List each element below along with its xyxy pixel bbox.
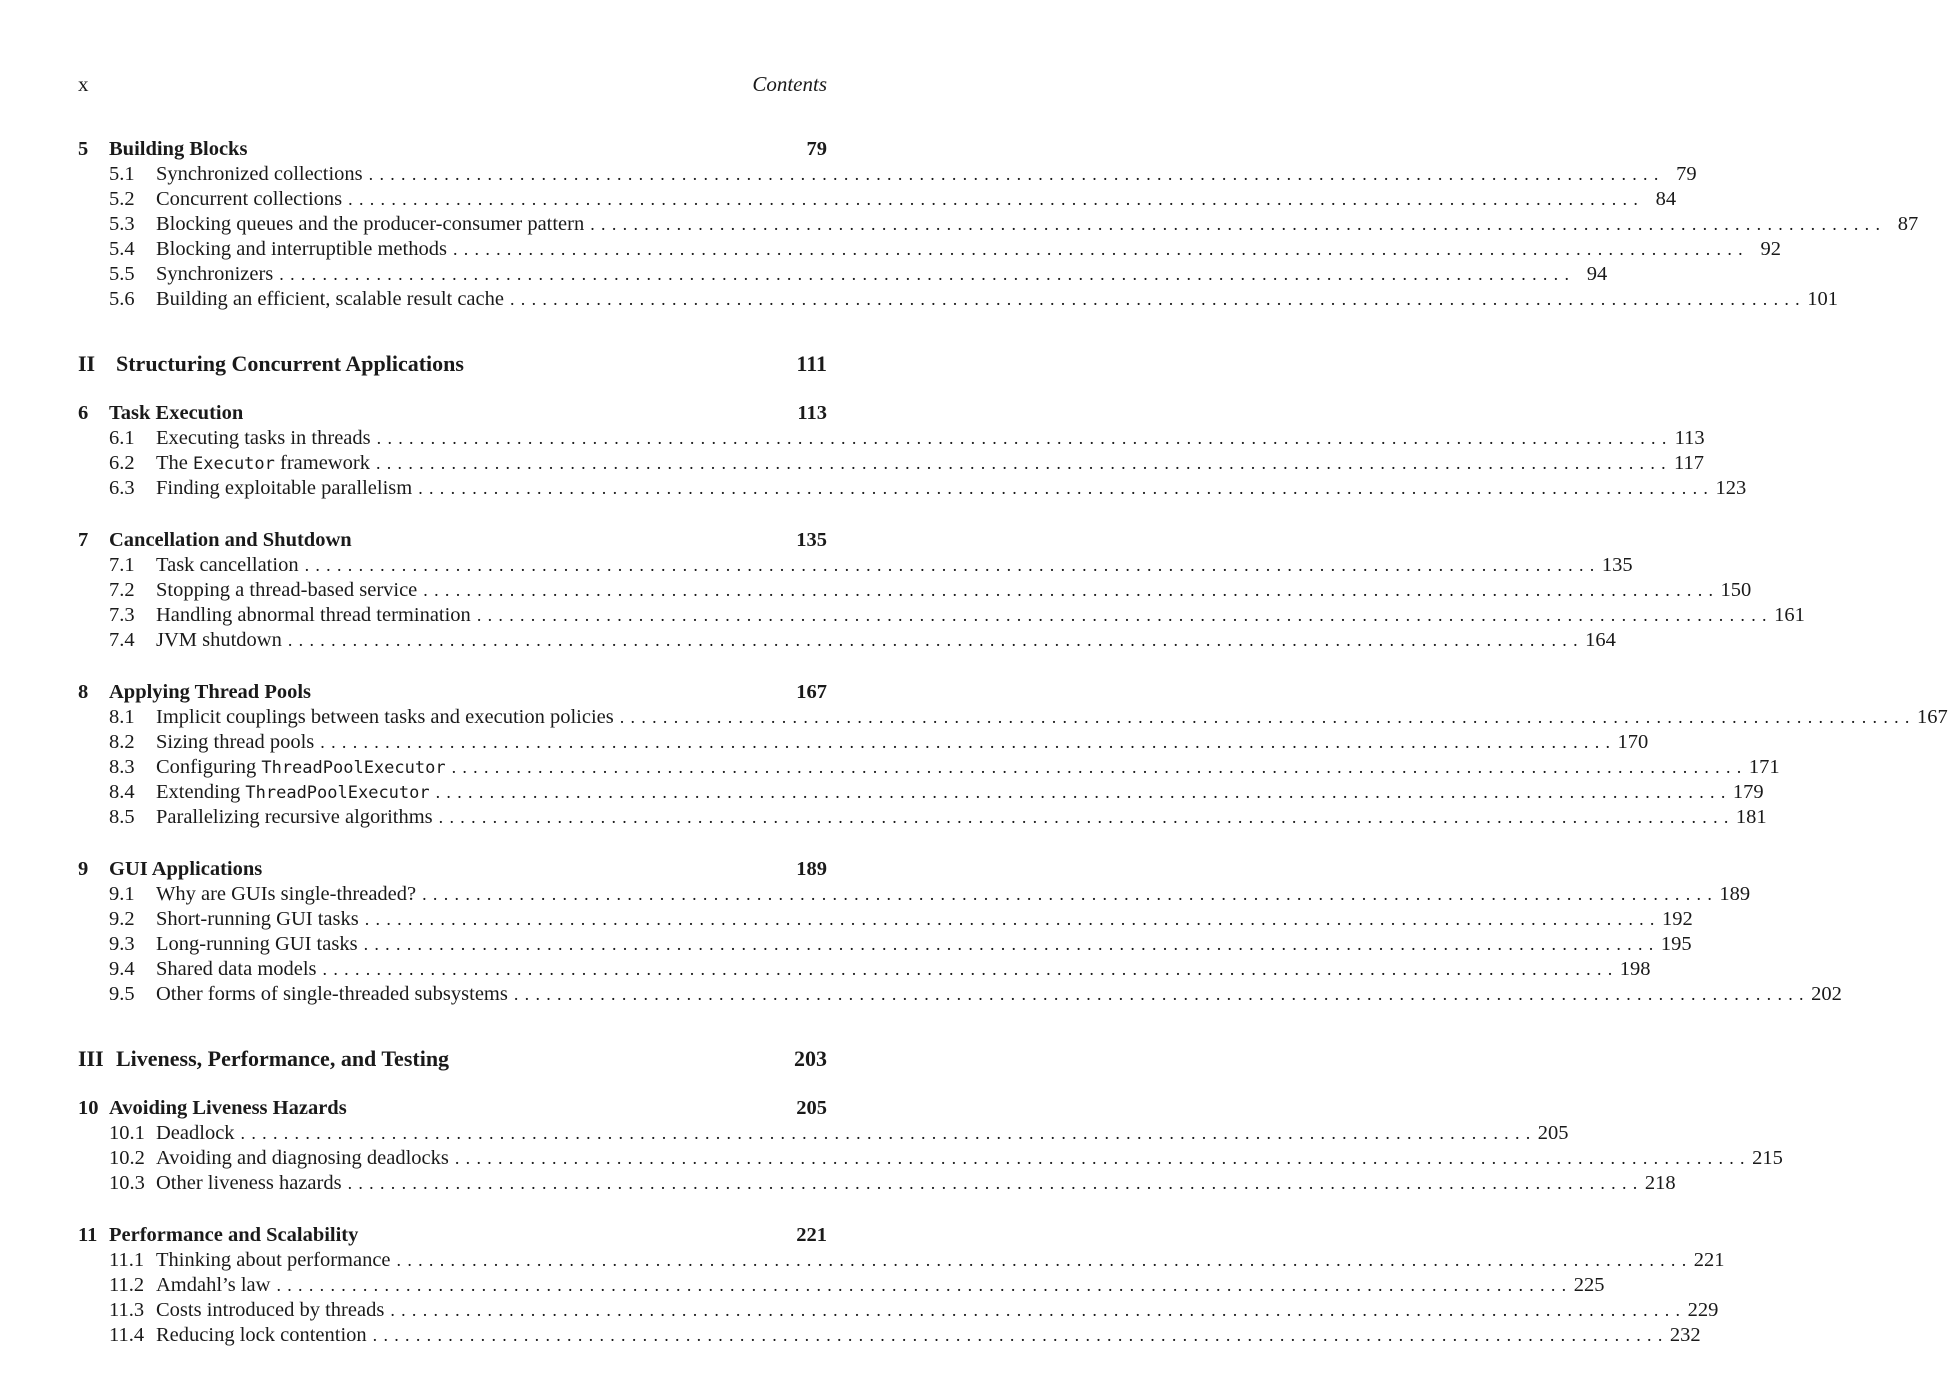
- toc-chapter-entry[interactable]: [78, 1223, 827, 1248]
- toc-section-entry[interactable]: [78, 603, 1805, 628]
- entry-title: Avoiding and diagnosing deadlocks: [156, 1147, 449, 1169]
- entry-title: Synchronizers: [156, 263, 274, 285]
- entry-page-number: 221: [796, 1224, 827, 1246]
- toc-section-entry[interactable]: [78, 1298, 1719, 1323]
- running-header: Contents: [752, 72, 827, 96]
- dot-leader: ........................................................................................................................: [287, 630, 1584, 650]
- entry-page-number: 221: [1693, 1249, 1725, 1271]
- entry-page-number: 198: [1619, 958, 1651, 980]
- entry-page-number: 84: [1655, 188, 1677, 210]
- toc-chapter-entry[interactable]: [78, 680, 827, 705]
- toc-section-entry[interactable]: [78, 237, 1781, 262]
- entry-page-number: 117: [1673, 452, 1704, 474]
- entry-title: Long-running GUI tasks: [156, 933, 358, 955]
- entry-page-number: 94: [1586, 263, 1608, 285]
- entry-page-number: 205: [796, 1097, 827, 1119]
- entry-title: Other liveness hazards: [156, 1172, 342, 1194]
- toc-section-entry[interactable]: [78, 780, 1764, 805]
- entry-page-number: 87: [1897, 213, 1919, 235]
- entry-number: 9.4: [109, 958, 135, 980]
- dot-leader: ........................................................................................................................: [422, 884, 1719, 904]
- dot-leader: ........................................................................................................................: [376, 428, 1673, 448]
- entry-title: Finding exploitable parallelism: [156, 477, 413, 499]
- entry-page-number: 203: [794, 1046, 827, 1071]
- entry-page-number: 192: [1661, 908, 1693, 930]
- entry-number: 11.1: [109, 1249, 145, 1271]
- dot-leader: ........................................................................................................................: [438, 807, 1735, 827]
- toc-section-entry[interactable]: [78, 451, 1704, 476]
- entry-page-number: 135: [1601, 554, 1633, 576]
- entry-number: 8.5: [109, 806, 135, 828]
- toc-chapter-entry[interactable]: [78, 401, 827, 426]
- entry-number: 6.2: [109, 452, 135, 474]
- dot-leader: ........................................................................................................................: [619, 707, 1916, 727]
- toc-section-entry[interactable]: [78, 187, 1677, 212]
- dot-leader: ........................................................................................................................: [423, 580, 1720, 600]
- toc-section-entry[interactable]: [78, 1273, 1605, 1298]
- entry-page-number: 171: [1748, 756, 1780, 778]
- dot-leader: ........................................................................................................................: [452, 239, 1749, 259]
- entry-page-number: 195: [1660, 933, 1692, 955]
- toc-section-entry[interactable]: [78, 1146, 1783, 1171]
- entry-title-code: ThreadPoolExecutor: [261, 758, 446, 778]
- entry-number: 6.1: [109, 427, 135, 449]
- entry-title: [156, 451, 376, 477]
- entry-page-number: 225: [1573, 1274, 1605, 1296]
- entry-title: Other forms of single-threaded subsystems: [156, 983, 508, 1005]
- entry-page-number: 164: [1585, 629, 1616, 651]
- entry-number: 6.3: [109, 477, 135, 499]
- entry-number: 5.2: [109, 188, 135, 210]
- toc-section-entry[interactable]: [78, 705, 1948, 730]
- entry-title: Applying Thread Pools: [109, 681, 312, 703]
- toc-section-entry[interactable]: [78, 907, 1693, 932]
- entry-number: 9: [78, 858, 89, 880]
- entry-title-code: ThreadPoolExecutor: [245, 783, 430, 803]
- dot-leader: ........................................................................................................................: [390, 1300, 1687, 1320]
- entry-title: Executing tasks in threads: [156, 427, 371, 449]
- entry-page-number: 150: [1720, 579, 1752, 601]
- entry-page-number: 189: [1719, 883, 1751, 905]
- entry-page-number: 113: [797, 402, 827, 424]
- entry-number: 7.4: [109, 629, 135, 651]
- entry-page-number: 161: [1774, 604, 1805, 626]
- entry-number: II: [78, 351, 96, 376]
- entry-title: Blocking queues and the producer-consumer pattern: [156, 213, 585, 235]
- dot-leader: ........................................................................................................................: [513, 984, 1810, 1004]
- entry-title: Task cancellation: [156, 554, 299, 576]
- entry-title: Task Execution: [109, 402, 244, 424]
- entry-number: 7.3: [109, 604, 135, 626]
- entry-number: 11.2: [109, 1274, 145, 1296]
- dot-leader: ........................................................................................................................: [375, 453, 1672, 473]
- entry-title-code: Executor: [193, 454, 275, 474]
- entry-page-number: 232: [1669, 1324, 1701, 1346]
- toc-section-entry[interactable]: [78, 1323, 1701, 1348]
- toc-section-entry[interactable]: [78, 982, 1842, 1007]
- toc-section-entry[interactable]: [78, 426, 1705, 451]
- entry-page-number: 189: [796, 858, 827, 880]
- entry-title: Handling abnormal thread termination: [156, 604, 471, 626]
- toc-chapter-entry[interactable]: [78, 528, 827, 553]
- page-number: x: [78, 72, 89, 96]
- dot-leader: ........................................................................................................................: [276, 1275, 1573, 1295]
- entry-page-number: 79: [806, 138, 827, 160]
- toc-section-entry[interactable]: [78, 957, 1651, 982]
- entry-number: III: [78, 1046, 104, 1071]
- entry-number: 10.1: [109, 1122, 145, 1144]
- dot-leader: ........................................................................................................................: [240, 1123, 1537, 1143]
- entry-number: 5.6: [109, 288, 135, 310]
- entry-title: Avoiding Liveness Hazards: [109, 1097, 347, 1119]
- entry-number: 8.1: [109, 706, 135, 728]
- entry-page-number: 167: [796, 681, 827, 703]
- toc-section-entry[interactable]: [78, 287, 1838, 312]
- entry-number: 6: [78, 402, 89, 424]
- entry-number: 5: [78, 138, 89, 160]
- entry-page-number: 79: [1676, 163, 1697, 185]
- entry-title: Sizing thread pools: [156, 731, 315, 753]
- entry-title-text: Configuring: [156, 756, 262, 778]
- toc-section-entry[interactable]: [78, 1171, 1676, 1196]
- entry-page-number: 229: [1687, 1299, 1719, 1321]
- entry-page-number: 181: [1735, 806, 1767, 828]
- dot-leader: ........................................................................................................................: [364, 909, 1661, 929]
- entry-title: Performance and Scalability: [109, 1224, 359, 1246]
- dot-leader: ........................................................................................................................: [279, 264, 1576, 284]
- entry-title: Short-running GUI tasks: [156, 908, 359, 930]
- entry-title: Thinking about performance: [156, 1249, 391, 1271]
- entry-page-number: 135: [796, 529, 827, 551]
- dot-leader: ........................................................................................................................: [435, 782, 1732, 802]
- dot-leader: ........................................................................................................................: [372, 1325, 1669, 1345]
- entry-title: Concurrent collections: [156, 188, 343, 210]
- toc-chapter-entry[interactable]: [78, 857, 827, 882]
- entry-number: 7: [78, 529, 89, 551]
- entry-number: 9.5: [109, 983, 135, 1005]
- entry-number: 5.4: [109, 238, 135, 260]
- entry-number: 9.1: [109, 883, 135, 905]
- entry-number: 11.3: [109, 1299, 145, 1321]
- entry-page-number: 179: [1732, 781, 1764, 803]
- toc-part-entry[interactable]: [78, 349, 827, 379]
- entry-title: [156, 780, 436, 806]
- dot-leader: ........................................................................................................................: [320, 732, 1617, 752]
- entry-number: 8.4: [109, 781, 135, 803]
- entry-title: Deadlock: [156, 1122, 235, 1144]
- entry-number: 9.2: [109, 908, 135, 930]
- entry-number: 5.3: [109, 213, 135, 235]
- entry-title-text: The: [156, 452, 193, 474]
- entry-page-number: 111: [796, 351, 827, 376]
- toc-chapter-entry[interactable]: [78, 137, 827, 162]
- toc-section-entry[interactable]: [78, 162, 1697, 187]
- entry-title: [156, 755, 452, 781]
- entry-title: Why are GUIs single-threaded?: [156, 883, 417, 905]
- entry-number: 10.2: [109, 1147, 145, 1169]
- entry-page-number: 113: [1674, 427, 1705, 449]
- entry-title: Structuring Concurrent Applications: [116, 351, 464, 376]
- entry-title: Building Blocks: [109, 138, 248, 160]
- dot-leader: ........................................................................................................................: [363, 934, 1660, 954]
- dot-leader: ........................................................................................................................: [590, 214, 1887, 234]
- entry-title: Building an efficient, scalable result cache: [156, 288, 504, 310]
- entry-page-number: 123: [1715, 477, 1747, 499]
- dot-leader: ........................................................................................................................: [476, 605, 1773, 625]
- entry-title: Blocking and interruptible methods: [156, 238, 447, 260]
- entry-number: 7.1: [109, 554, 135, 576]
- entry-number: 11.4: [109, 1324, 145, 1346]
- toc-part-entry[interactable]: [78, 1044, 827, 1074]
- toc-section-entry[interactable]: [78, 755, 1780, 780]
- entry-number: 5.1: [109, 163, 135, 185]
- entry-title: Implicit couplings between tasks and execution policies: [156, 706, 614, 728]
- toc-section-entry[interactable]: [78, 805, 1767, 830]
- toc-section-entry[interactable]: [78, 578, 1752, 603]
- entry-number: 9.3: [109, 933, 135, 955]
- dot-leader: ........................................................................................................................: [509, 289, 1806, 309]
- dot-leader: ........................................................................................................................: [304, 555, 1601, 575]
- entry-page-number: 167: [1916, 706, 1948, 728]
- entry-number: 8: [78, 681, 89, 703]
- entry-title: Reducing lock contention: [156, 1324, 367, 1346]
- entry-title: Liveness, Performance, and Testing: [116, 1046, 450, 1071]
- entry-number: 10: [78, 1097, 99, 1119]
- entry-page-number: 218: [1644, 1172, 1676, 1194]
- entry-title: Amdahl’s law: [156, 1274, 271, 1296]
- entry-title: JVM shutdown: [156, 629, 282, 651]
- table-of-contents: [78, 137, 1948, 1348]
- entry-page-number: 215: [1752, 1147, 1783, 1169]
- entry-title: Parallelizing recursive algorithms: [156, 806, 433, 828]
- entry-number: 8.2: [109, 731, 135, 753]
- toc-section-entry[interactable]: [78, 212, 1919, 237]
- dot-leader: ........................................................................................................................: [451, 757, 1748, 777]
- toc-section-entry[interactable]: [78, 932, 1692, 957]
- toc-section-entry[interactable]: [78, 262, 1608, 287]
- dot-leader: ........................................................................................................................: [347, 1173, 1644, 1193]
- entry-page-number: 92: [1760, 238, 1781, 260]
- entry-page-number: 202: [1811, 983, 1842, 1005]
- entry-page-number: 205: [1537, 1122, 1569, 1144]
- dot-leader: ........................................................................................................................: [322, 959, 1619, 979]
- dot-leader: ........................................................................................................................: [418, 478, 1715, 498]
- entry-title-text: framework: [274, 452, 370, 474]
- toc-chapter-entry[interactable]: [78, 1096, 827, 1121]
- entry-number: 5.5: [109, 263, 135, 285]
- toc-section-entry[interactable]: [78, 476, 1747, 501]
- entry-title: Shared data models: [156, 958, 317, 980]
- entry-number: 11: [78, 1224, 98, 1246]
- entry-title-text: Extending: [156, 781, 246, 803]
- entry-title: Stopping a thread-based service: [156, 579, 418, 601]
- toc-section-entry[interactable]: [78, 882, 1751, 907]
- entry-page-number: 170: [1617, 731, 1649, 753]
- dot-leader: ........................................................................................................................: [368, 164, 1665, 184]
- entry-page-number: 101: [1807, 288, 1838, 310]
- entry-number: 8.3: [109, 756, 135, 778]
- toc-section-entry[interactable]: [78, 628, 1616, 653]
- entry-number: 7.2: [109, 579, 135, 601]
- dot-leader: ........................................................................................................................: [348, 189, 1645, 209]
- toc-section-entry[interactable]: [78, 553, 1633, 578]
- entry-title: Costs introduced by threads: [156, 1299, 385, 1321]
- toc-section-entry[interactable]: [78, 1248, 1725, 1273]
- entry-title: Synchronized collections: [156, 163, 363, 185]
- toc-section-entry[interactable]: [78, 1121, 1569, 1146]
- entry-title: GUI Applications: [109, 858, 263, 880]
- entry-title: Cancellation and Shutdown: [109, 529, 352, 551]
- dot-leader: ........................................................................................................................: [454, 1148, 1751, 1168]
- toc-section-entry[interactable]: [78, 730, 1649, 755]
- entry-number: 10.3: [109, 1172, 145, 1194]
- dot-leader: ........................................................................................................................: [396, 1250, 1693, 1270]
